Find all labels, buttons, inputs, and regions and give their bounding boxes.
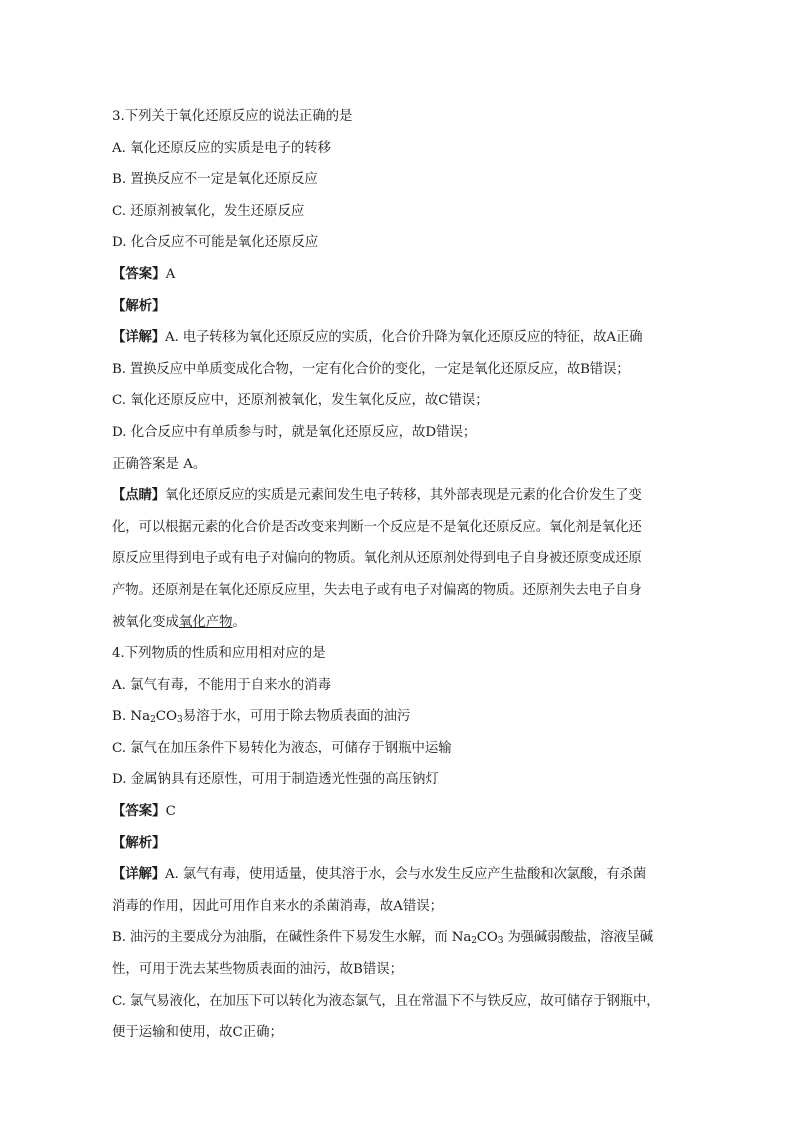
option-b-pre: B. Na (112, 709, 151, 725)
document-content (112, 101, 682, 1049)
q4-option-d: D. 金属钠具有还原性，可用于制造透光性强的高压钠灯 (112, 772, 439, 788)
option-b-mid: CO (155, 709, 178, 725)
detail-tag: 【详解】 (112, 329, 165, 346)
q4-detail-c-line-2: 便于运输和使用，故C正确； (112, 1025, 283, 1041)
q3-detail-b: B. 置换反应中单质变成化合物，一定有化合价的变化，一定是氧化还原反应，故B错误； (112, 361, 630, 377)
q3-option-b: B. 置换反应不一定是氧化还原反应 (112, 172, 318, 188)
q4-option-b (112, 701, 682, 733)
q4-detail-a-line-1 (112, 859, 682, 891)
q3-detail-a (112, 322, 682, 354)
oxidation-product-link[interactable]: 氧化产物 (178, 614, 233, 630)
q3-note-line-2: 化，可以根据元素的化合价是否改变来判断一个反应是不是氧化还原反应。氧化剂是氧化还 (112, 519, 642, 535)
q3-conclusion: 正确答案是 A。 (112, 456, 207, 472)
detail-b-mid: CO (476, 930, 498, 946)
q3-note-line-5 (112, 607, 682, 639)
answer-tag: 【答案】 (112, 803, 166, 820)
answer-tag: 【答案】 (112, 265, 166, 282)
answer-value: A (165, 266, 176, 282)
q3-answer (112, 259, 682, 291)
q4-detail-a-line-2: 消毒的作用，因此可用作自来水的杀菌消毒，故A错误； (112, 898, 444, 914)
q4-answer (112, 796, 682, 828)
analysis-tag: 【解析】 (112, 834, 166, 851)
detail-b-sub-3: 3 (497, 936, 504, 947)
q3-note-line-4: 产物。还原剂是在氧化还原反应里，失去电子或有电子对偏离的物质。还原剂失去电子自身 (112, 582, 642, 598)
note-text-5a: 被氧化变成 (112, 614, 179, 630)
detail-b-sub-2: 2 (471, 936, 477, 947)
note-tag: 【点睛】 (112, 487, 165, 504)
q4-option-c: C. 氯气在加压条件下易转化为液态，可储存于钢瓶中运输 (112, 740, 452, 756)
note-text-5c: 。 (232, 614, 246, 630)
note-text-1: 氧化还原反应的实质是元素间发生电子转移，其外部表现是元素的化合价发生了变 (164, 488, 642, 504)
q4-detail-c-line-1: C. 氯气易液化，在加压下可以转化为液态氯气，且在常温下不与铁反应，故可储存于钢瓶中， (112, 993, 660, 1009)
detail-b-post: 为强碱弱酸盐，溶液呈碱 (503, 930, 654, 946)
q4-detail-b-line-2: 性，可用于洗去某些物质表面的油污，故B错误； (112, 962, 404, 978)
q3-note-line-1 (112, 480, 682, 512)
option-b-post: 易溶于水，可用于除去物质表面的油污 (182, 709, 411, 725)
q4-analysis-heading (112, 828, 682, 860)
detail-b-pre: B. 油污的主要成分为油脂，在碱性条件下易发生水解，而 Na (112, 930, 472, 946)
option-b-sub-2: 2 (150, 715, 156, 726)
option-b-sub-3: 3 (177, 715, 183, 726)
q3-detail-d: D. 化合反应中有单质参与时，就是氧化还原反应，故D错误； (112, 424, 477, 440)
q3-option-a: A. 氧化还原反应的实质是电子的转移 (112, 140, 332, 156)
q3-detail-c: C. 氧化还原反应中，还原剂被氧化，发生氧化反应，故C错误； (112, 393, 489, 409)
detail-tag: 【详解】 (112, 866, 165, 883)
q4-detail-b-line-1 (112, 922, 682, 954)
q3-note-line-3: 原反应里得到电子或有电子对偏向的物质。氧化剂从还原剂处得到电子自身被还原变成还原 (112, 551, 642, 567)
answer-value: C (165, 804, 176, 820)
q3-option-d: D. 化合反应不可能是氧化还原反应 (112, 235, 319, 251)
detail-a-text: A. 电子转移为氧化还原反应的实质，化合价升降为氧化还原反应的特征，故A正确 (164, 330, 643, 346)
q3-stem: 3.下列关于氧化还原反应的说法正确的是 (112, 109, 353, 124)
q4-option-a: A. 氯气有毒，不能用于自来水的消毒 (112, 677, 332, 693)
detail-a-text-1: A. 氯气有毒，使用适量，使其溶于水，会与水发生反应产生盐酸和次氯酸，有杀菌 (164, 867, 647, 883)
q3-option-c: C. 还原剂被氧化，发生还原反应 (112, 203, 305, 219)
analysis-tag: 【解析】 (112, 297, 166, 314)
q3-analysis-heading (112, 291, 682, 323)
q4-stem: 4.下列物质的性质和应用相对应的是 (112, 646, 326, 662)
